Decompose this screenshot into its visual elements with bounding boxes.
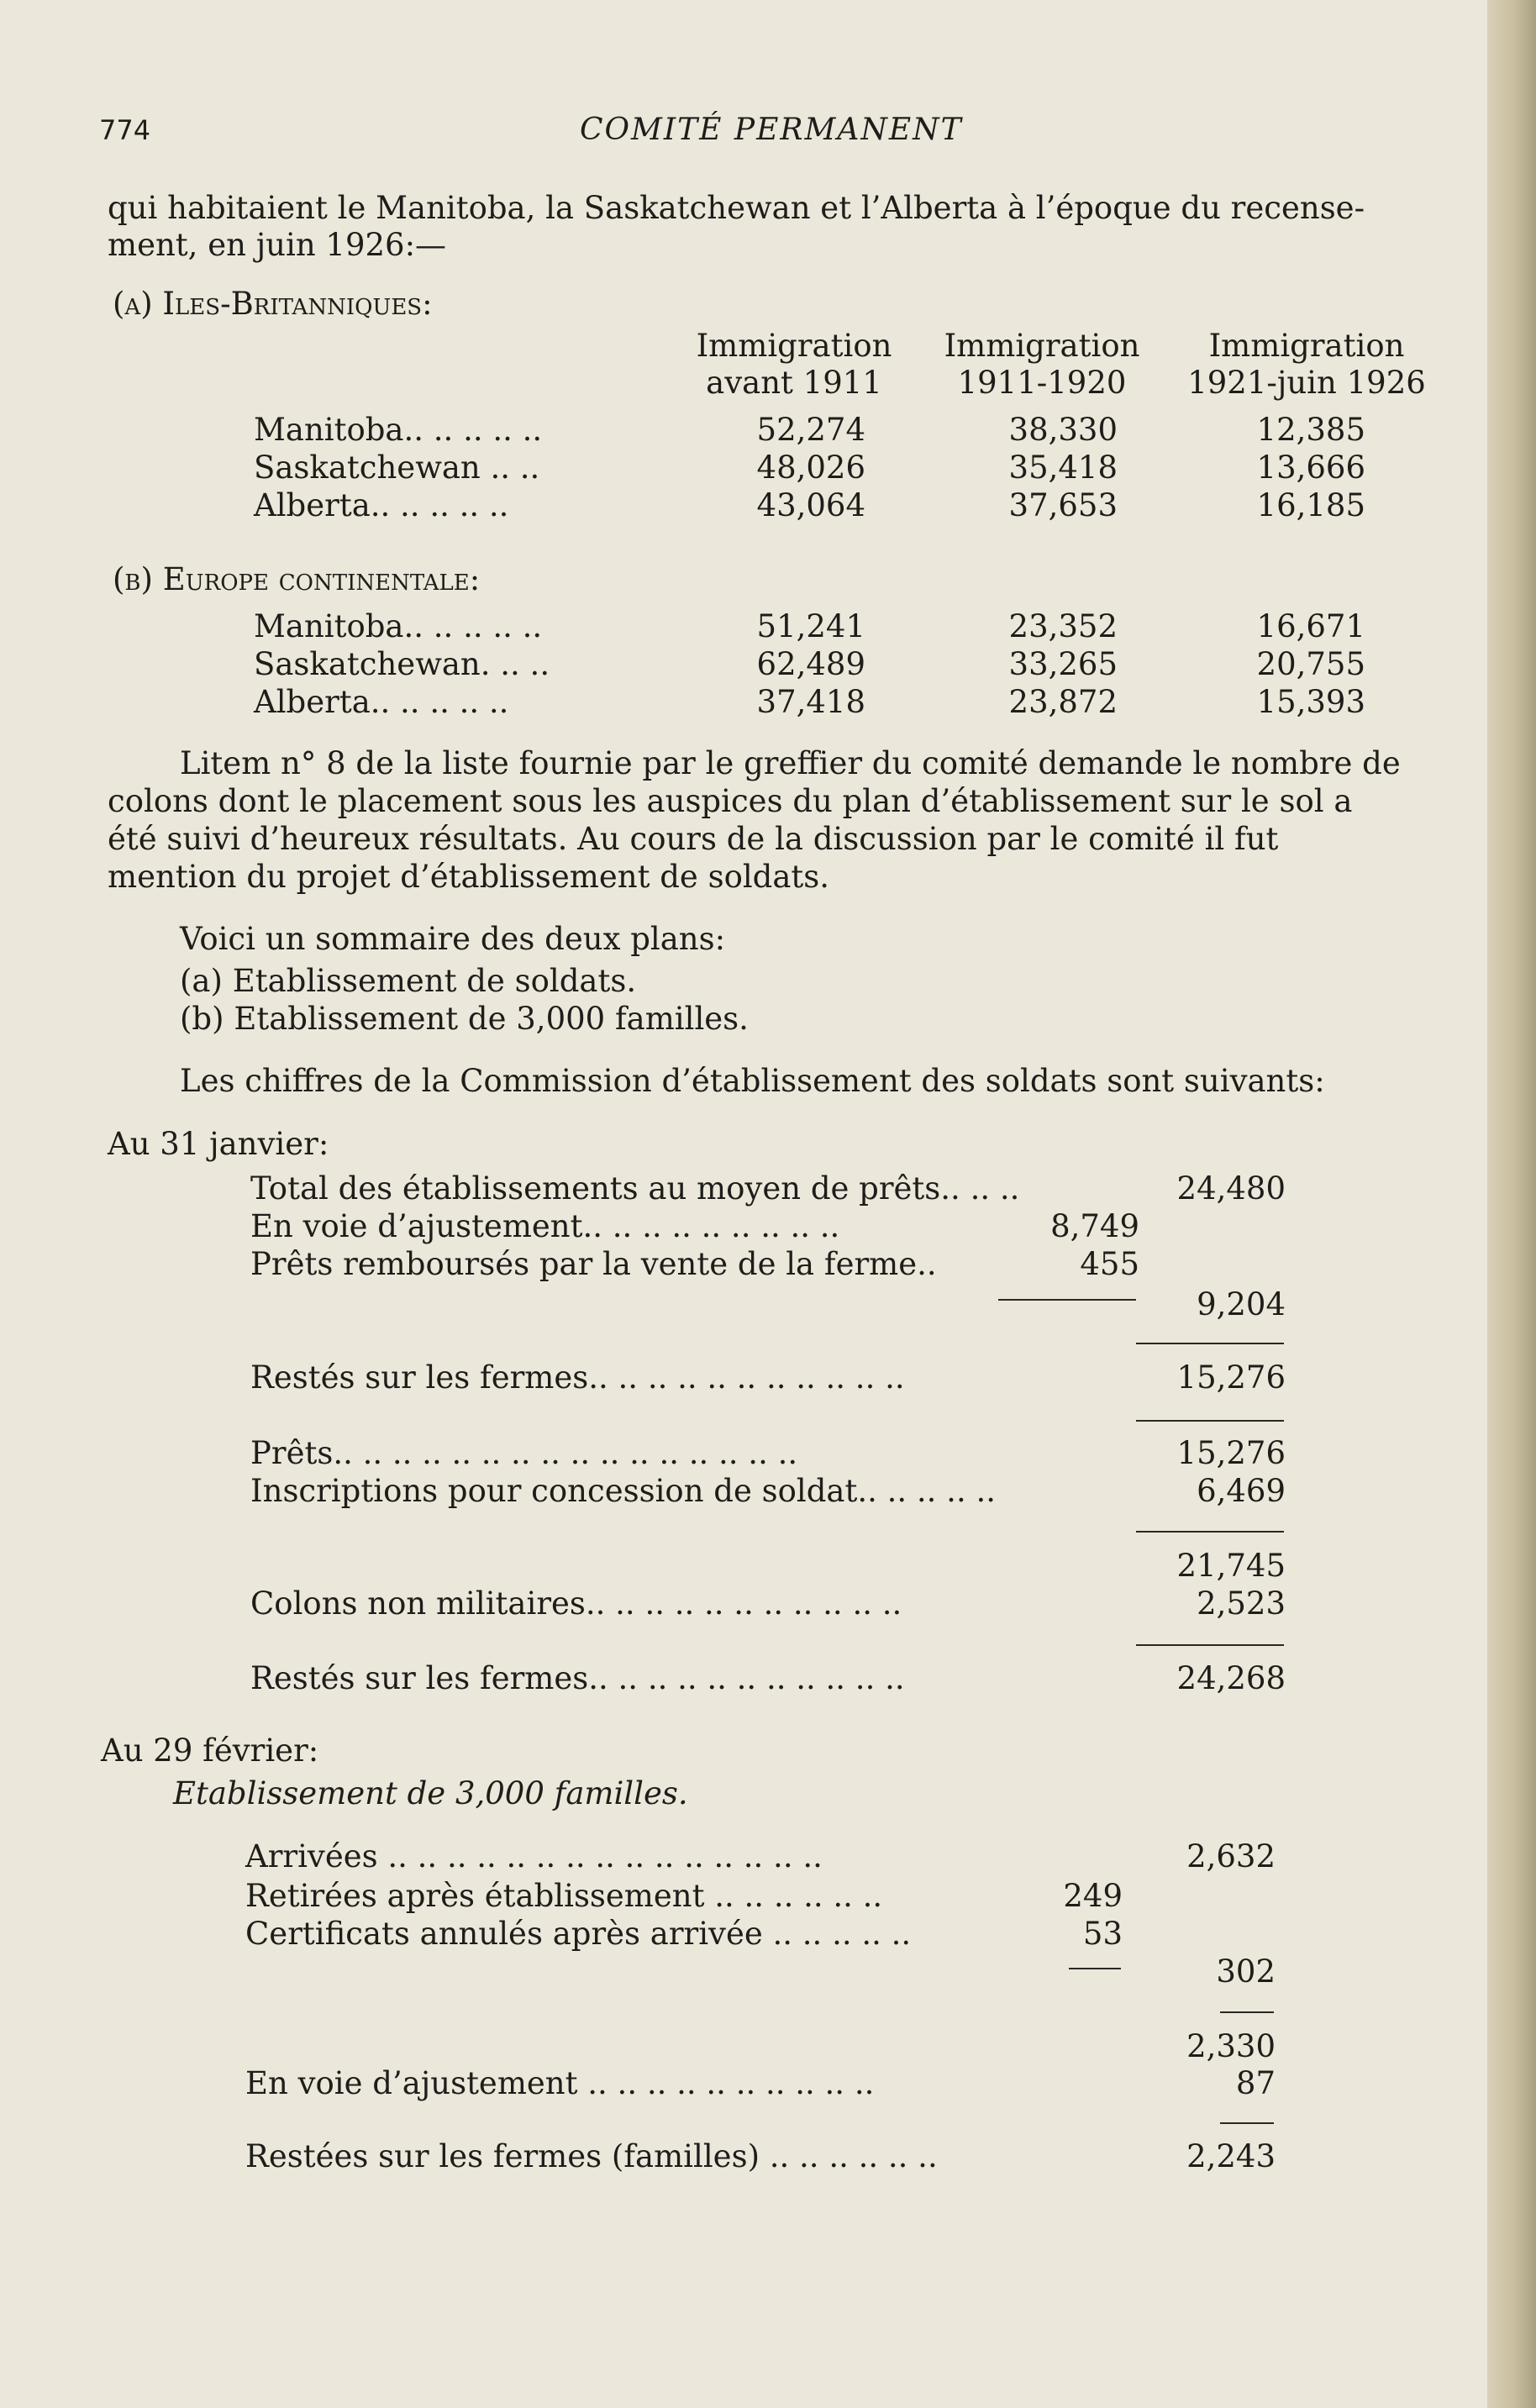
feb-subheading: Etablissement de 3,000 familles. xyxy=(173,1775,688,1811)
jan-remaining2-value: 24,268 xyxy=(1176,1660,1286,1696)
row-a-value: 48,026 xyxy=(756,450,865,486)
row-a-value: 16,185 xyxy=(1256,487,1365,523)
total-rule xyxy=(1136,1343,1284,1344)
intro-line-2: ment, en juin 1926:— xyxy=(108,227,447,263)
jan-remaining1-value: 15,276 xyxy=(1176,1359,1286,1396)
jan-repaid-label: Prêts remboursés par la vente de la ferme.. xyxy=(250,1246,937,1282)
jan-loans-value: 15,276 xyxy=(1176,1435,1286,1471)
row-b-value: 23,872 xyxy=(1008,684,1118,720)
intro-line-1: qui habitaient le Manitoba, la Saskatchewan et l’Alberta à l’époque du recense- xyxy=(108,190,1365,226)
row-a-value: 52,274 xyxy=(756,412,865,448)
total-rule xyxy=(1136,1644,1284,1646)
plan-item: (b) Etablissement de 3,000 familles. xyxy=(180,1001,749,1037)
plans-intro: Voici un sommaire des deux plans: xyxy=(180,921,726,957)
row-a-province: Alberta.. .. .. .. .. xyxy=(254,487,509,523)
jan-grants-label: Inscriptions pour concession de soldat.. .. .. .. .. xyxy=(250,1473,996,1509)
row-b-value: 20,755 xyxy=(1256,646,1365,682)
feb-adjust-label: En voie d’ajustement .. .. .. .. .. .. .. .. .. .. xyxy=(245,2065,875,2101)
total-rule xyxy=(1136,1420,1284,1422)
jan-remaining2-label: Restés sur les fermes.. .. .. .. .. .. .. .. .. .. .. xyxy=(250,1660,905,1696)
row-b-value: 16,671 xyxy=(1256,608,1365,644)
feb-heading: Au 29 février: xyxy=(101,1732,319,1769)
col3-header-line1: Immigration xyxy=(1208,328,1405,364)
row-a-value: 38,330 xyxy=(1008,412,1118,448)
jan-repaid-value: 455 xyxy=(1080,1246,1139,1282)
col1-header-line1: Immigration xyxy=(696,328,892,364)
page-number: 774 xyxy=(99,114,151,146)
jan-grants-value: 6,469 xyxy=(1197,1473,1286,1509)
row-a-value: 35,418 xyxy=(1008,450,1118,486)
row-a-province: Manitoba.. .. .. .. .. xyxy=(254,412,543,448)
total-rule xyxy=(1220,2011,1274,2013)
running-title: COMITÉ PERMANENT xyxy=(580,113,963,147)
row-b-value: 15,393 xyxy=(1256,684,1365,720)
subtotal-rule xyxy=(998,1299,1136,1301)
row-a-value: 13,666 xyxy=(1256,450,1365,486)
section-b-label: (b) Europe continentale: xyxy=(113,561,481,597)
total-rule xyxy=(1220,2122,1274,2124)
book-spine-edge xyxy=(1487,0,1536,2408)
row-a-value: 12,385 xyxy=(1256,412,1365,448)
row-b-province: Manitoba.. .. .. .. .. xyxy=(254,608,543,644)
feb-remaining-value: 2,243 xyxy=(1186,2138,1276,2174)
col3-header-line2: 1921-juin 1926 xyxy=(1187,365,1426,401)
row-a-value: 43,064 xyxy=(756,487,865,523)
paragraph-line: mention du projet d’établissement de soldats. xyxy=(108,859,830,895)
feb-adjust-value: 87 xyxy=(1235,2065,1276,2101)
paragraph-line: Litem n° 8 de la liste fournie par le greffier du comité demande le nombre de xyxy=(180,745,1401,781)
feb-arrivals-value: 2,632 xyxy=(1186,1838,1276,1874)
total-rule xyxy=(1136,1531,1284,1533)
feb-cancelled-label: Certificats annulés après arrivée .. .. .. .. .. xyxy=(245,1916,912,1952)
feb-sub-value: 302 xyxy=(1216,1953,1276,1990)
row-b-value: 62,489 xyxy=(756,646,865,682)
row-b-province: Saskatchewan. .. .. xyxy=(254,646,550,682)
jan-civil-value: 2,523 xyxy=(1197,1585,1286,1622)
row-a-province: Saskatchewan .. .. xyxy=(254,450,540,486)
paragraph-line: colons dont le placement sous les auspices du plan d’établissement sur le sol a xyxy=(108,783,1353,819)
paragraph-line: été suivi d’heureux résultats. Au cours de la discussion par le comité il fut xyxy=(108,821,1279,857)
row-b-value: 51,241 xyxy=(756,608,865,644)
col2-header-line1: Immigration xyxy=(944,328,1140,364)
jan-total-value: 24,480 xyxy=(1176,1170,1286,1207)
jan-heading: Au 31 janvier: xyxy=(108,1126,329,1162)
jan-loans-label: Prêts.. .. .. .. .. .. .. .. .. .. .. .. .. .. .. .. xyxy=(250,1435,798,1471)
feb-cancelled-value: 53 xyxy=(1082,1916,1123,1952)
plan-item: (a) Etablissement de soldats. xyxy=(180,963,637,999)
jan-adjust-value: 8,749 xyxy=(1050,1208,1139,1244)
jan-total-label: Total des établissements au moyen de prêts.. .. .. xyxy=(250,1170,1020,1207)
feb-arrivals-label: Arrivées .. .. .. .. .. .. .. .. .. .. .. .. .. .. .. xyxy=(245,1838,823,1874)
row-b-value: 33,265 xyxy=(1008,646,1118,682)
row-a-value: 37,653 xyxy=(1008,487,1118,523)
feb-withdrawn-label: Retirées après établissement .. .. .. .. .. .. xyxy=(245,1878,883,1914)
row-b-province: Alberta.. .. .. .. .. xyxy=(254,684,509,720)
jan-sum-value: 21,745 xyxy=(1176,1548,1286,1584)
row-b-value: 23,352 xyxy=(1008,608,1118,644)
col1-header-line2: avant 1911 xyxy=(706,365,882,401)
col2-header-line2: 1911-1920 xyxy=(957,365,1127,401)
feb-remaining-label: Restées sur les fermes (familles) .. .. .. .. .. .. xyxy=(245,2138,938,2174)
jan-remaining1-label: Restés sur les fermes.. .. .. .. .. .. .. .. .. .. .. xyxy=(250,1359,905,1396)
section-a-label: (a) Iles-Britanniques: xyxy=(113,286,433,322)
commission-line: Les chiffres de la Commission d’établissement des soldats sont suivants: xyxy=(180,1063,1325,1099)
jan-sub-value: 9,204 xyxy=(1197,1286,1286,1322)
jan-civil-label: Colons non militaires.. .. .. .. .. .. .. .. .. .. .. xyxy=(250,1585,902,1622)
feb-withdrawn-value: 249 xyxy=(1063,1878,1123,1914)
jan-adjust-label: En voie d’ajustement.. .. .. .. .. .. .. .. .. xyxy=(250,1208,840,1244)
feb-diff-value: 2,330 xyxy=(1186,2028,1276,2064)
row-b-value: 37,418 xyxy=(756,684,865,720)
